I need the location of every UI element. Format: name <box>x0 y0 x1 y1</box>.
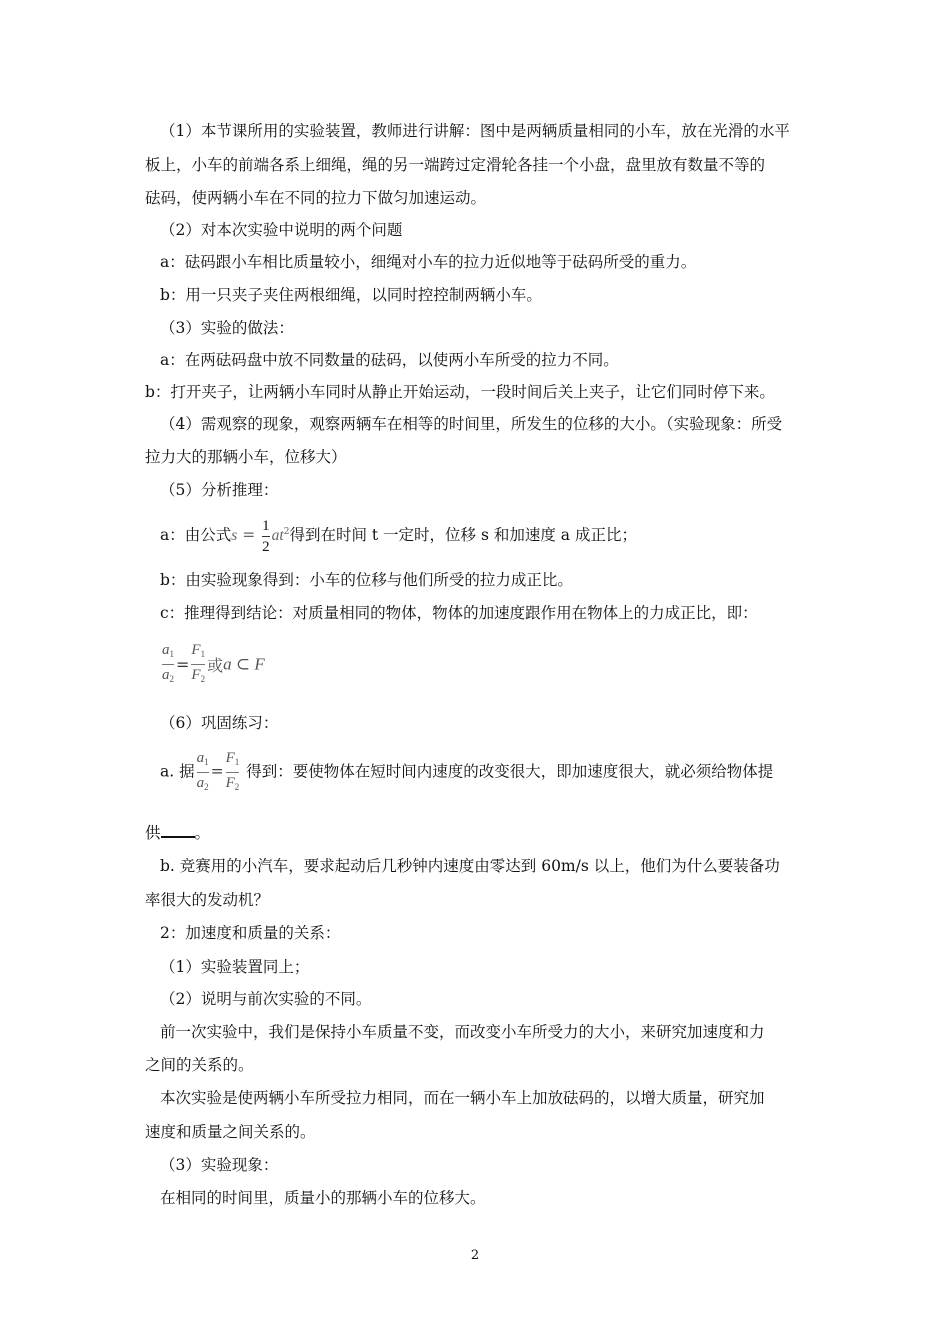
var-F: F <box>191 667 201 683</box>
formula-or: 或 <box>207 656 224 675</box>
fraction-one-half <box>262 516 270 557</box>
formula-line-suffix: 得到在时间 t 一定时，位移 s 和加速度 a 成正比； <box>289 526 637 544</box>
proportion-formula <box>160 640 265 689</box>
paragraph-line: b：打开夹子，让两辆小车同时从静止开始运动，一段时间后关上夹子，让它们同时停下来。 <box>145 383 775 401</box>
fraction-a1-a2 <box>197 748 209 797</box>
subscript-1: 1 <box>200 649 206 659</box>
formula-equals: = <box>210 762 224 781</box>
fraction-F1-F2 <box>191 640 205 689</box>
paragraph-line: 率很大的发动机？ <box>145 891 270 909</box>
formula-at: at <box>271 527 284 544</box>
paragraph-line: c：推理得到结论：对质量相同的物体，物体的加速度跟作用在物体上的力成正比，即： <box>160 604 758 622</box>
formula-line <box>160 510 637 558</box>
paragraph-line: （5）分析推理： <box>160 481 279 499</box>
var-F: F <box>225 775 235 791</box>
paragraph-line: 在相同的时间里，质量小的那辆小车的位移大。 <box>160 1189 486 1207</box>
paragraph-line: a：在两砝码盘中放不同数量的砝码，以使两小车所受的拉力不同。 <box>160 351 619 369</box>
formula-equals: = <box>242 526 256 544</box>
fraction-F1-F2 <box>226 748 240 797</box>
paragraph-line: 拉力大的那辆小车，位移大） <box>145 448 347 466</box>
blank-prefix: 供 <box>145 824 161 842</box>
formula-equals: = <box>176 655 190 674</box>
subscript-2: 2 <box>200 674 206 684</box>
paragraph-line: 砝码，使两辆小车在不同的拉力下做匀加速运动。 <box>145 189 487 207</box>
paragraph-line: （1）本节课所用的实验装置，教师进行讲解：图中是两辆质量相同的小车，放在光滑的水平 <box>160 122 790 140</box>
exercise-line <box>160 748 773 797</box>
var-a: a <box>162 642 170 658</box>
paragraph-line: 本次实验是使两辆小车所受拉力相同，而在一辆小车上加放砝码的，以增大质量，研究加 <box>160 1089 765 1107</box>
exercise-prefix: a. 据 <box>160 762 195 781</box>
formula-lhs: s <box>231 527 238 544</box>
paragraph-line: b：用一只夹子夹住两根细绳，以同时控控制两辆小车。 <box>160 286 542 304</box>
blank-suffix: 。 <box>194 824 211 842</box>
fraction-denominator: 2 <box>262 538 270 555</box>
exercise-suffix: 得到：要使物体在短时间内速度的改变很大，即加速度很大，就必须给物体提 <box>246 762 774 781</box>
subscript-2: 2 <box>169 674 174 684</box>
section-heading: 2：加速度和质量的关系： <box>160 924 341 942</box>
var-a: a <box>196 775 205 791</box>
formula-exponent: 2 <box>283 527 290 537</box>
fraction-a1-a2 <box>162 640 174 689</box>
formula-proportional: a ⊂ F <box>223 654 265 674</box>
fraction-numerator: 1 <box>262 517 270 534</box>
subscript-2: 2 <box>234 782 240 792</box>
var-F: F <box>191 642 201 658</box>
var-F: F <box>225 750 235 766</box>
subscript-2: 2 <box>204 782 209 792</box>
paragraph-line: 速度和质量之间关系的。 <box>145 1123 316 1141</box>
paragraph-line: b. 竞赛用的小汽车，要求起动后几秒钟内速度由零达到 60m/s 以上，他们为什么要装备功 <box>160 857 780 875</box>
paragraph-line: 板上，小车的前端各系上细绳，绳的另一端跨过定滑轮各挂一个小盘，盘里放有数量不等的 <box>145 156 766 174</box>
var-a: a <box>196 750 205 766</box>
subscript-1: 1 <box>169 649 174 659</box>
paragraph-line: （2）对本次实验中说明的两个问题 <box>160 221 403 239</box>
paragraph-line: a：砝码跟小车相比质量较小，细绳对小车的拉力近似地等于砝码所受的重力。 <box>160 253 697 271</box>
paragraph-line: 前一次实验中，我们是保持小车质量不变，而改变小车所受力的大小，来研究加速度和力 <box>160 1023 765 1041</box>
paragraph-line: （1）实验装置同上； <box>160 958 310 976</box>
paragraph-line: 之间的关系的。 <box>145 1056 254 1074</box>
subscript-1: 1 <box>204 757 209 767</box>
paragraph-line: b：由实验现象得到：小车的位移与他们所受的拉力成正比。 <box>160 571 573 589</box>
formula-line-prefix: a：由公式 <box>160 526 232 544</box>
paragraph-line: （2）说明与前次实验的不同。 <box>160 990 372 1008</box>
subscript-1: 1 <box>234 757 240 767</box>
paragraph-line: （3）实验现象： <box>160 1156 279 1174</box>
paragraph-line: （3）实验的做法： <box>160 319 294 337</box>
paragraph-line: （4）需观察的现象，观察两辆车在相等的时间里，所发生的位移的大小。（实验现象：所受 <box>160 415 783 433</box>
var-a: a <box>162 667 170 683</box>
answer-blank <box>161 822 195 838</box>
fill-in-blank-line <box>145 822 210 843</box>
paragraph-line: （6）巩固练习： <box>160 714 279 732</box>
page-number: 2 <box>470 1248 480 1263</box>
